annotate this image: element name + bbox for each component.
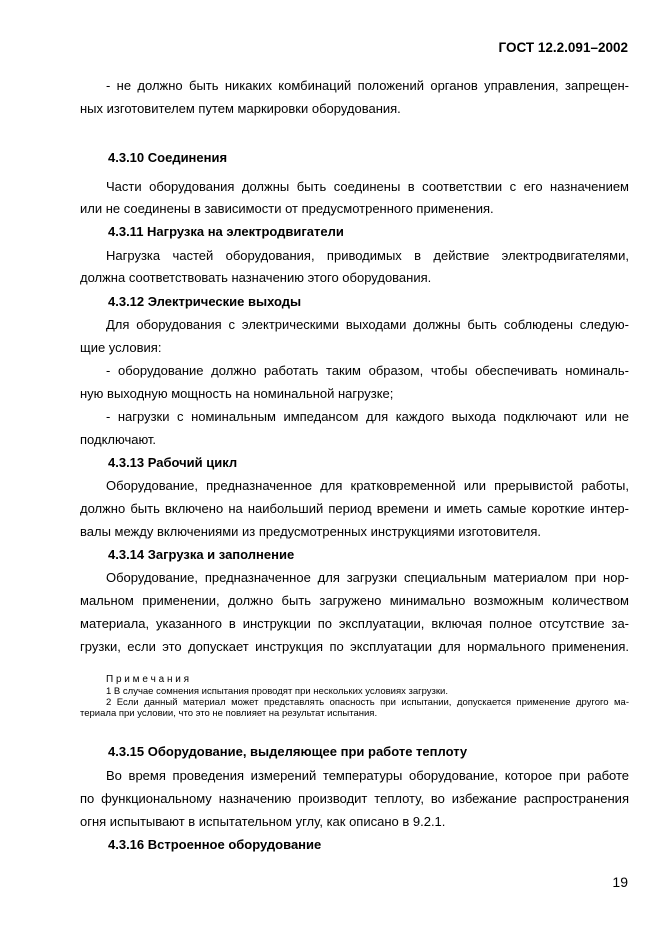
- paragraph-line: Части оборудования должны быть соединены в соответствии с его назначением: [106, 179, 629, 194]
- paragraph-line: по функциональному назначению производит теплоту, во избежание распространения: [80, 791, 629, 806]
- note-2: 2 Если данный материал может представлять опасность при испытании, допускается применение другого ма-: [106, 697, 629, 708]
- paragraph-line: грузки, если это допускает инструкция по эксплуатации для нормального применения.: [80, 639, 629, 654]
- list-item-line: подключают.: [80, 432, 157, 447]
- section-heading-4-3-10: 4.3.10 Соединения: [108, 150, 228, 165]
- list-item-line: - нагрузки с номинальным импедансом для каждого выхода подключают или не: [106, 409, 629, 424]
- section-heading-4-3-16: 4.3.16 Встроенное оборудование: [108, 837, 322, 852]
- section-heading-4-3-13: 4.3.13 Рабочий цикл: [108, 455, 238, 470]
- paragraph-line: Во время проведения измерений температуры оборудование, которое при работе: [106, 768, 629, 783]
- section-heading-4-3-11: 4.3.11 Нагрузка на электродвигатели: [108, 224, 344, 239]
- paragraph-line: или не соединены в зависимости от предусмотренного применения.: [80, 201, 494, 216]
- note-2-continuation: териала при условии, что это не повлияет на результат испытания.: [80, 708, 378, 719]
- paragraph-line: Оборудование, предназначенное для загрузки специальным материалом при нор-: [106, 570, 629, 585]
- notes-title: П р и м е ч а н и я: [106, 674, 190, 685]
- standard-code: ГОСТ 12.2.091–2002: [498, 40, 628, 55]
- paragraph-line: должна соответствовать назначению этого оборудования.: [80, 270, 432, 285]
- section-heading-4-3-15: 4.3.15 Оборудование, выделяющее при работе теплоту: [108, 744, 468, 759]
- paragraph-line: - не должно быть никаких комбинаций положений органов управления, запрещен-: [106, 78, 629, 93]
- note-1: 1 В случае сомнения испытания проводят при нескольких условиях загрузки.: [106, 686, 448, 697]
- paragraph-line: должно быть включено на наибольший период времени и иметь самые короткие интер-: [80, 501, 629, 516]
- paragraph-line: мальном применении, должно быть загружено минимально возможным количеством: [80, 593, 629, 608]
- section-heading-4-3-14: 4.3.14 Загрузка и заполнение: [108, 547, 295, 562]
- paragraph-line: Оборудование, предназначенное для кратковременной или прерывистой работы,: [106, 478, 629, 493]
- paragraph-line: Нагрузка частей оборудования, приводимых в действие электродвигателями,: [106, 248, 629, 263]
- page-number: 19: [612, 874, 628, 890]
- list-item-line: ную выходную мощность на номинальной нагрузке;: [80, 386, 394, 401]
- paragraph-line: материала, указанного в инструкции по эксплуатации, включая полное отсутствие за-: [80, 616, 629, 631]
- paragraph-line: ных изготовителем путем маркировки оборудования.: [80, 101, 401, 116]
- paragraph-line: Для оборудования с электрическими выходами должны быть соблюдены следую-: [106, 317, 629, 332]
- paragraph-line: щие условия:: [80, 340, 162, 355]
- list-item-line: - оборудование должно работать таким образом, чтобы обеспечивать номиналь-: [106, 363, 629, 378]
- paragraph-line: огня испытывают в испытательном углу, как описано в 9.2.1.: [80, 814, 446, 829]
- paragraph-line: валы между включениями из предусмотренных инструкциями изготовителя.: [80, 524, 542, 539]
- section-heading-4-3-12: 4.3.12 Электрические выходы: [108, 294, 302, 309]
